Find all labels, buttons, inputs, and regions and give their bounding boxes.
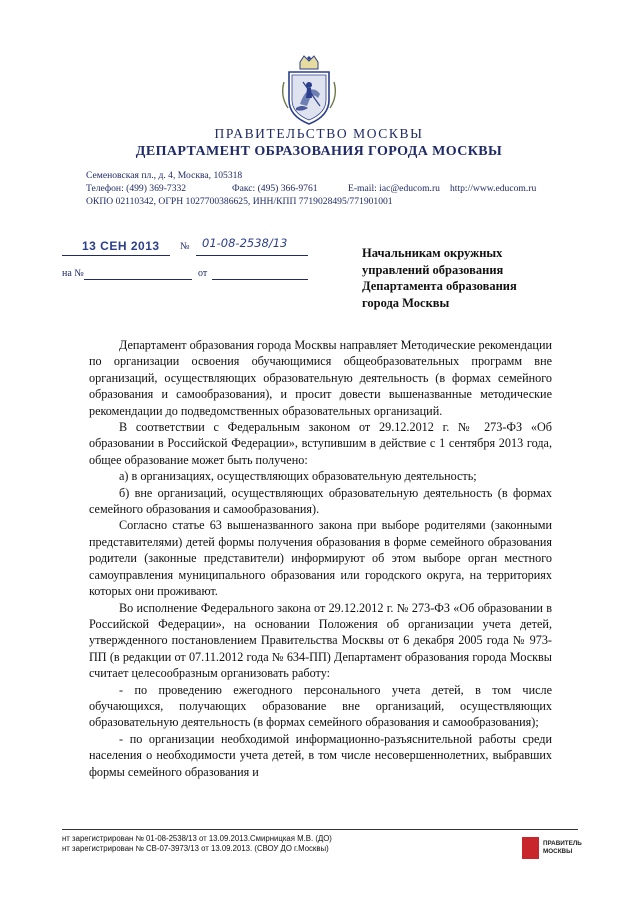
government-name: ПРАВИТЕЛЬСТВО МОСКВЫ bbox=[214, 126, 424, 141]
in-reply-label: на № bbox=[62, 268, 84, 279]
addressee-block bbox=[362, 245, 562, 311]
date-underline bbox=[62, 255, 170, 256]
footer-line: нт зарегистрирован № СВ-07-3973/13 от 13.09.2013. (СВОУ ДО г.Москвы) bbox=[62, 843, 329, 853]
moscow-government-logo bbox=[522, 837, 582, 863]
list-item: - по проведению ежегодного персонального учета детей, в том числе обучающихся, получающих образование вне организаций, осуществляющих образовательную деятельность (в формах семейного образования и самообразования); bbox=[89, 682, 552, 730]
fax: Факс: (495) 366-9761 bbox=[232, 183, 318, 194]
phone: Телефон: (499) 369-7332 bbox=[86, 183, 187, 194]
paragraph: В соответствии с Федеральным законом от 29.12.2012 г. № 273-ФЗ «Об образовании в Российской Федерации», вступившим в действие с 1 сентября 2013 года, общее образование может быть получено: bbox=[89, 420, 552, 467]
paragraph: Департамент образования города Москвы направляет Методические рекомендации по организации освоения обучающимися общеобразовательных программ вне организаций, осуществляющих образовательную деятельность (в формах семейного образования и самообразования), и просит довести вышеназванные методические рекомендации до подведомственных образовательных организаций. bbox=[89, 338, 552, 418]
addressee-line: города Москвы bbox=[362, 295, 450, 310]
address-line: Семеновская пл., д. 4, Москва, 105318 bbox=[86, 170, 243, 181]
reply-date-underline bbox=[212, 279, 308, 280]
number-underline bbox=[196, 255, 308, 256]
paragraph: Согласно статье 63 вышеназванного закона при выборе родителями (законными представителями) детей формы получения образования в форме семейного образования родители (законные представители) информируют об этом выборе орган местного самоуправления муниципального образования или городского округа, на территориях которых они проживают. bbox=[89, 518, 552, 599]
email[interactable]: E-mail: iac@educom.ru bbox=[348, 183, 440, 194]
registration-codes: ОКПО 02110342, ОГРН 1027700386625, ИНН/КПП 7719028495/771901001 bbox=[86, 196, 393, 207]
moscow-coat-of-arms-icon bbox=[276, 52, 342, 126]
footer-line: нт зарегистрирован № 01-08-2538/13 от 13.09.2013.Смирницкая М.В. (ДО) bbox=[62, 834, 332, 843]
number-label: № bbox=[180, 241, 190, 252]
website-link[interactable]: http://www.educom.ru bbox=[450, 183, 537, 194]
outgoing-registration bbox=[62, 236, 312, 258]
list-item: б) вне организаций, осуществляющих образовательную деятельность (в формах семейного образования и самообразования). bbox=[89, 485, 552, 517]
from-label: от bbox=[198, 268, 208, 279]
addressee-line: управлений образования bbox=[362, 262, 504, 277]
footer-registration-notes bbox=[62, 834, 516, 853]
paragraph: Во исполнение Федерального закона от 29.12.2012 г. № 273-ФЗ «Об образовании в Российской Федерации», на основании Положения об организации учета детей, утвержденного постановлением Правительства Москвы от 6 декабря 2005 года № 973-ПП (в редакции от 07.11.2012 года № 634-ПП) Департамент образования города Москвы считает целесообразным организовать работу: bbox=[89, 600, 552, 681]
registration-date-stamp: 13 СЕН 2013 bbox=[82, 239, 160, 253]
addressee-line: Департамента образования bbox=[362, 279, 517, 293]
registration-number: 01-08-2538/13 bbox=[202, 236, 288, 250]
addressee-line: Начальникам окружных bbox=[362, 246, 503, 260]
reply-reference bbox=[62, 264, 312, 284]
list-item: а) в организациях, осуществляющих образовательную деятельность; bbox=[119, 469, 477, 484]
footer-divider bbox=[62, 829, 578, 830]
department-name: ДЕПАРТАМЕНТ ОБРАЗОВАНИЯ ГОРОДА МОСКВЫ bbox=[135, 144, 503, 159]
reply-number-underline bbox=[84, 279, 192, 280]
list-item: - по организации необходимой информационно-разъяснительной работы среди населения о необходимости учета детей, в том числе несовершеннолетних, выбравших формы семейного образования и bbox=[89, 731, 552, 779]
logo-text bbox=[543, 840, 582, 855]
logo-line: ПРАВИТЕЛЬ bbox=[543, 840, 582, 847]
logo-line: МОСКВЫ bbox=[543, 847, 573, 855]
contact-line bbox=[86, 183, 537, 194]
letter-body bbox=[89, 337, 552, 780]
logo-emblem-icon bbox=[522, 837, 539, 859]
